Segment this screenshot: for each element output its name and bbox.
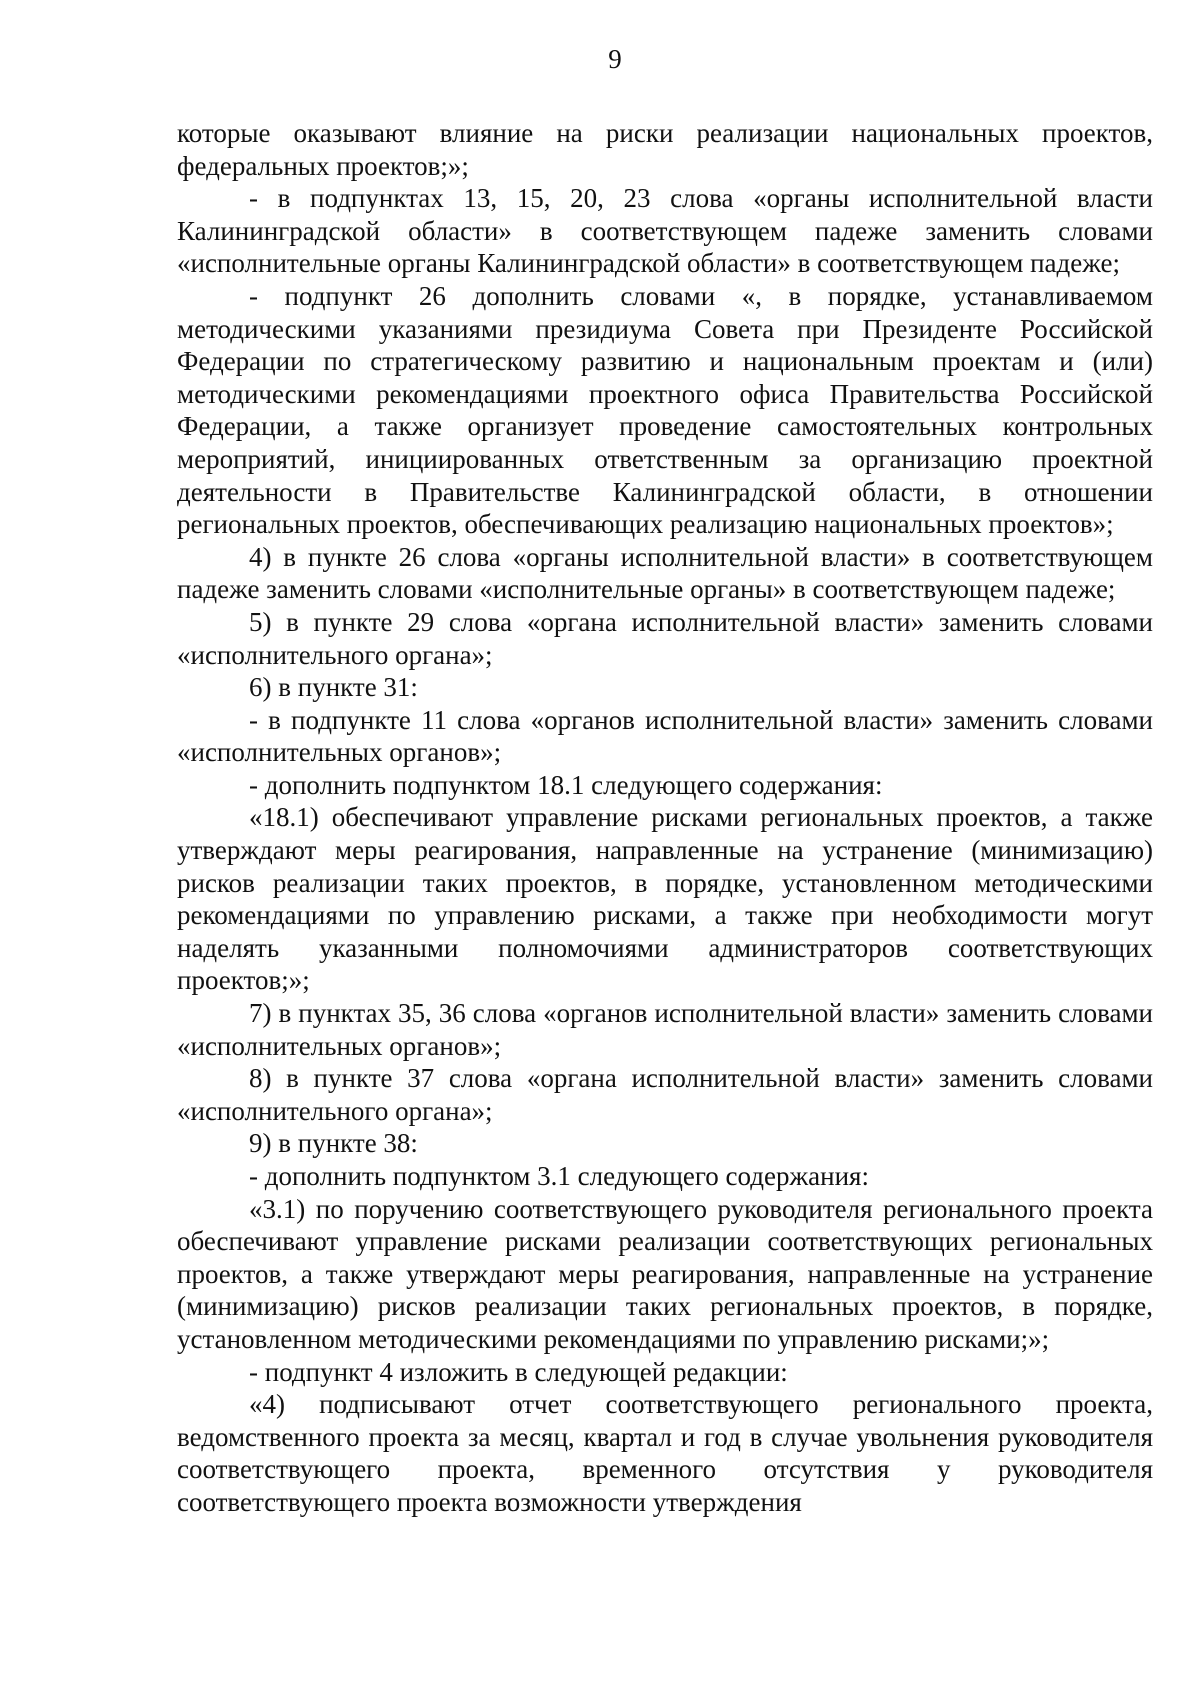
paragraph-item-8: 8) в пункте 37 слова «органа исполнительной власти» заменить словами «исполнительного органа»; bbox=[177, 1063, 1153, 1126]
paragraph-item-5: 5) в пункте 29 слова «органа исполнительной власти» заменить словами «исполнительного органа»; bbox=[177, 606, 1153, 670]
paragraph-subitems-13-15-20-23: - в подпунктах 13, 15, 20, 23 слова «органы исполнительной власти Калининградской области» в соответствующем падеже заменить словами «исполнительные органы Калининградской области» в соответствующем падеже; bbox=[177, 183, 1153, 279]
page-number: 9 bbox=[608, 44, 622, 74]
paragraph-subitem-4-text: «4) подписывают отчет соответствующего регионального проекта, ведомственного проекта за месяц, квартал и год в случае увольнения руководителя соответствующего проекта, временного отсутствия у руководителя соответствующего проекта возможности утверждения bbox=[177, 1389, 1153, 1517]
paragraph-subitem-11: - в подпункте 11 слова «органов исполнительной власти» заменить словами «исполнительных органов»; bbox=[177, 704, 1153, 768]
document-body bbox=[177, 117, 1153, 1519]
paragraph-add-subitem-18-1: - дополнить подпунктом 18.1 следующего содержания: bbox=[249, 769, 883, 800]
paragraph-subitem-4-intro: - подпункт 4 изложить в следующей редакции: bbox=[249, 1356, 788, 1387]
paragraph-add-subitem-3-1: - дополнить подпунктом 3.1 следующего содержания: bbox=[249, 1161, 869, 1191]
paragraph-item-6: 6) в пункте 31: bbox=[249, 672, 418, 703]
paragraph-item-7: 7) в пунктах 35, 36 слова «органов исполнительной власти» заменить словами «исполнительных органов»; bbox=[177, 998, 1153, 1061]
paragraph-subitem-18-1-text: «18.1) обеспечивают управление рисками региональных проектов, а также утверждают меры реагирования, направленные на устранение (минимизацию) рисков реализации таких проектов, в порядке, установленном методическими рекомендациями по управлению рисками, а также при необходимости могут наделять указанными полномочиями администраторов соответствующих проектов;»; bbox=[177, 802, 1153, 996]
paragraph-subitem-26: - подпункт 26 дополнить словами «, в порядке, устанавливаемом методическими указаниями президиума Совета при Президенте Российской Федерации по стратегическому развитию и национальным проектам и (или) методическими рекомендациями проектного офиса Правительства Российской Федерации, а также организует проведение самостоятельных контрольных мероприятий, инициированных ответственным за организацию проектной деятельности в Правительстве Калининградской области, в отношении региональных проектов, обеспечивающих реализацию национальных проектов»; bbox=[177, 280, 1153, 540]
paragraph-item-9: 9) в пункте 38: bbox=[249, 1128, 418, 1159]
paragraph-item-4: 4) в пункте 26 слова «органы исполнительной власти» в соответствующем падеже заменить словами «исполнительные органы» в соответствующем падеже; bbox=[177, 541, 1153, 605]
paragraph-continuation: которые оказывают влияние на риски реализации национальных проектов, федеральных проектов;»; bbox=[177, 118, 1153, 181]
paragraph-subitem-3-1-text: «3.1) по поручению соответствующего руководителя регионального проекта обеспечивают управление рисками реализации соответствующих региональных проектов, а также утверждают меры реагирования, направленные на устранение (минимизацию) рисков реализации таких региональных проектов, в порядке, установленном методическими рекомендациями по управлению рисками;»; bbox=[177, 1193, 1153, 1354]
